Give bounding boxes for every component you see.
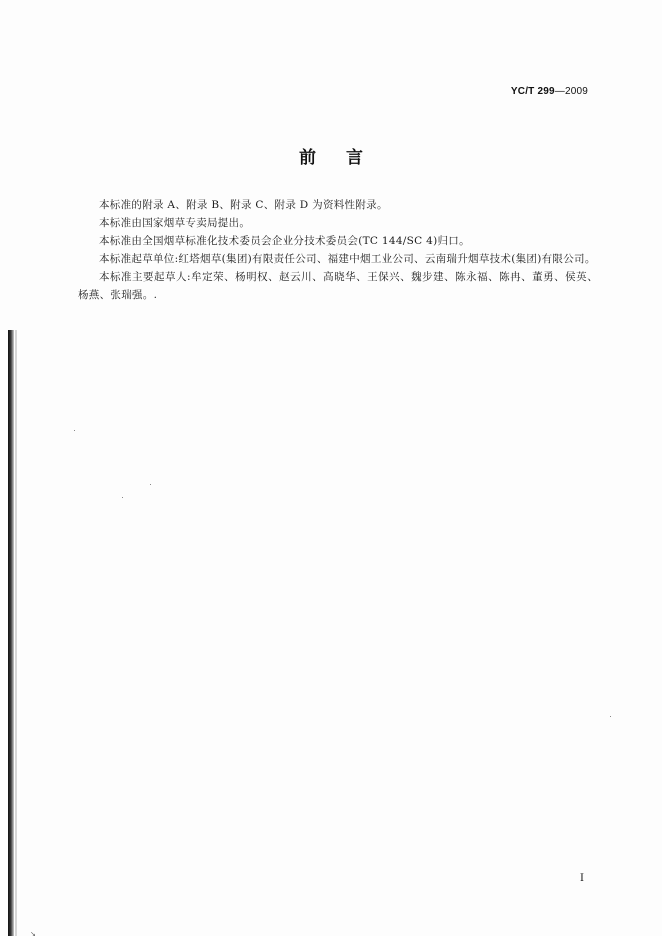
paragraph-proposer: 本标准由国家烟草专卖局提出。 <box>99 217 251 229</box>
corner-mark: ↘ <box>30 930 36 938</box>
scan-binding-edge <box>15 330 17 936</box>
standard-code-number: YC/T 299 <box>510 86 555 97</box>
scan-binding-shadow <box>8 330 14 936</box>
standard-code <box>511 86 588 97</box>
paragraph-committee: 本标准由全国烟草标准化技术委员会企业分技术委员会(TC 144/SC 4)归口。 <box>99 235 470 247</box>
paragraph-drafters: 本标准主要起草人:牟定荣、杨明权、赵云川、高晓华、王保兴、魏步建、陈永福、陈冉、董勇、侯英、杨燕、张瑞强。. <box>78 271 598 301</box>
standard-code-year: —2009 <box>554 86 588 97</box>
page-number: I <box>580 873 584 884</box>
paragraph-drafting-units: 本标准起草单位:红塔烟草(集团)有限责任公司、福建中烟工业公司、云南瑞升烟草技术(集团)有限公司。 <box>99 253 596 265</box>
paragraph-appendices: 本标准的附录 A、附录 B、附录 C、附录 D 为资料性附录。 <box>99 199 388 211</box>
page-title: 前言 <box>299 148 393 168</box>
foreword-body <box>78 196 598 304</box>
